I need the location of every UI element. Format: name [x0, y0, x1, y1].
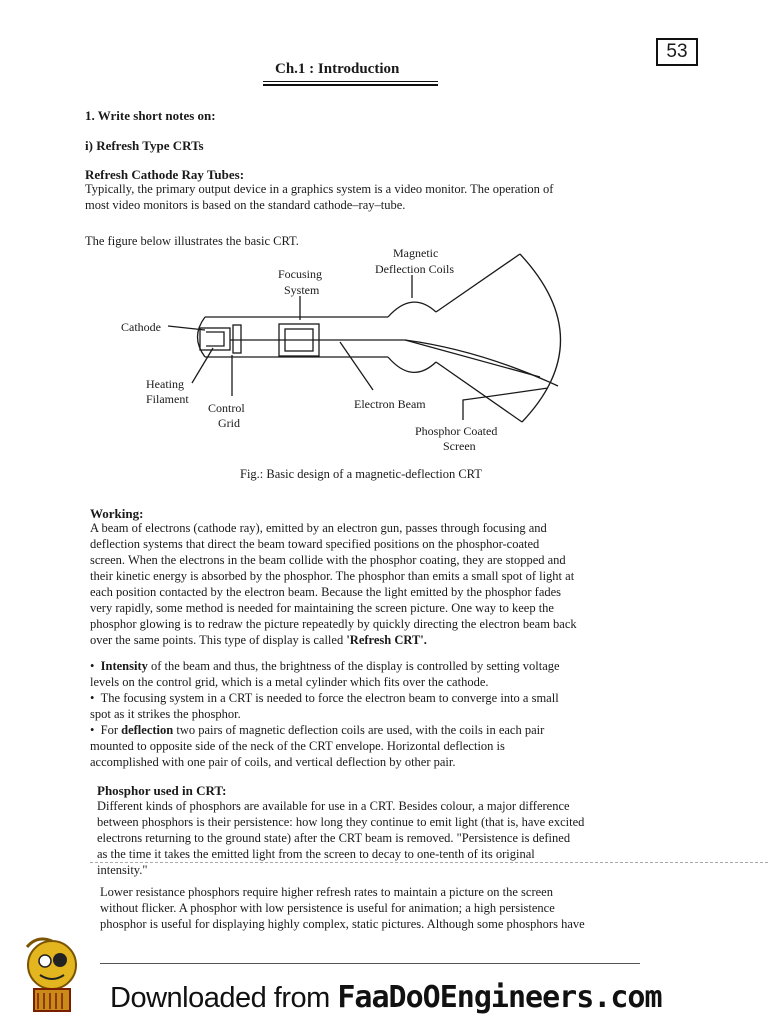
bullet-focusing	[90, 690, 630, 722]
intro-paragraph	[85, 181, 625, 213]
coil-bulge-top	[388, 302, 436, 317]
text-line: • Intensity of the beam and thus, the brightness of the display is controlled by setting voltage	[90, 659, 560, 673]
text-line: their kinetic energy is absorbed by the phosphor. The phosphor than emits a small spot of light at	[90, 569, 575, 583]
screen-arc	[520, 254, 561, 422]
text-line: phosphor is useful for displaying highly complex, static pictures. Although some phosphors have	[100, 917, 585, 931]
text-line	[90, 632, 630, 648]
crt-diagram	[0, 240, 768, 470]
label-grid: Grid	[218, 416, 240, 430]
last-line-text: over the same points. This type of display is called	[90, 633, 347, 647]
label-heating: Heating	[146, 377, 184, 391]
bullet-line: two pairs of magnetic deflection coils are used, with the coils in each pair	[173, 723, 545, 737]
text-line: Different kinds of phosphors are available for use in a CRT. Besides colour, a major difference	[97, 799, 570, 813]
figure-caption: Fig.: Basic design of a magnetic-deflection CRT	[240, 467, 482, 481]
section-heading-refresh-crt: Refresh Cathode Ray Tubes:	[85, 167, 245, 182]
text-line: A beam of electrons (cathode ray), emitted by an electron gun, passes through focusing and	[90, 521, 547, 535]
text-line: without flicker. A phosphor with low persistence is useful for animation; a high persistence	[100, 901, 555, 915]
tube-neck-end	[198, 317, 206, 357]
text-line: • For deflection two pairs of magnetic deflection coils are used, with the coils in each pair	[90, 723, 545, 737]
page-number: 53	[656, 38, 698, 66]
electron-beam-line-2	[405, 340, 540, 377]
phosphor-heading: Phosphor used in CRT:	[97, 783, 227, 798]
coil-bulge-bottom	[388, 357, 436, 372]
leader-beam	[340, 342, 373, 390]
scan-artifact-rule	[90, 862, 768, 863]
cathode-box	[200, 328, 230, 350]
text-line: levels on the control grid, which is a metal cylinder which fits over the cathode.	[90, 675, 489, 689]
text-line: Typically, the primary output device in a graphics system is a video monitor. The operation of	[85, 182, 554, 196]
label-system: System	[284, 283, 320, 297]
text-line: mounted to opposite side of the neck of the CRT envelope. Horizontal deflection is	[90, 739, 505, 753]
bullet-prefix: For	[100, 723, 122, 737]
question-heading: 1. Write short notes on:	[85, 108, 216, 123]
label-screen: Screen	[443, 439, 476, 453]
label-electron-beam: Electron Beam	[354, 397, 426, 411]
persistence-paragraph	[100, 884, 640, 932]
mascot-logo-icon	[12, 933, 88, 1015]
working-heading: Working:	[90, 506, 144, 521]
title-underline	[263, 81, 438, 82]
refresh-crt-term: 'Refresh CRT'.	[346, 633, 427, 647]
control-grid-shape	[233, 325, 241, 353]
phosphor-paragraph	[97, 798, 637, 878]
bullet-line: of the beam and thus, the brightness of the display is controlled by setting voltage	[147, 659, 560, 673]
text-line: very rapidly, some method is needed for maintaining the screen picture. One way to keep the	[90, 601, 554, 615]
text-line: screen. When the electrons in the beam collide with the phosphor coating, they are stopped and	[90, 553, 566, 567]
label-cathode: Cathode	[121, 320, 161, 334]
label-phosphor-coated: Phosphor Coated	[415, 424, 498, 438]
leader-screen	[463, 388, 548, 420]
label-focusing: Focusing	[278, 267, 323, 281]
text-line: intensity."	[97, 863, 148, 877]
bullet-intensity	[90, 658, 630, 690]
text-line: • The focusing system in a CRT is needed to force the electron beam to converge into a small	[90, 691, 559, 705]
cone-bottom	[436, 362, 522, 422]
footer-download-text	[110, 980, 662, 1015]
footer-rule	[100, 963, 640, 964]
subquestion-heading: i) Refresh Type CRTs	[85, 138, 204, 153]
bullet-deflection	[90, 722, 630, 770]
text-line: phosphor glowing is to redraw the picture repeatedly by quickly directing the electron beam back	[90, 617, 577, 631]
text-line: electrons returning to the ground state) after the CRT beam is removed. "Persistence is defined	[97, 831, 571, 845]
text-line: as the time it takes the emitted light from the screen to decay to one-tenth of its original	[97, 847, 535, 861]
label-control: Control	[208, 401, 245, 415]
text-line: each position contacted by the electron beam. Because the light emitted by the phosphor fades	[90, 585, 562, 599]
deflection-term: deflection	[121, 723, 174, 737]
text-line: deflection systems that direct the beam toward specified positions on the phosphor-coated	[90, 537, 540, 551]
intensity-term: Intensity	[100, 659, 148, 673]
text-line: Lower resistance phosphors require higher refresh rates to maintain a picture on the screen	[100, 885, 553, 899]
brand-link[interactable]: FaaDoOEngineers.com	[337, 980, 662, 1015]
text-line: spot as it strikes the phosphor.	[90, 707, 241, 721]
label-magnetic: Magnetic	[393, 246, 439, 260]
label-deflection-coils: Deflection Coils	[375, 262, 454, 276]
chapter-title: Ch.1 : Introduction	[275, 61, 400, 77]
label-filament: Filament	[146, 392, 189, 406]
downloaded-from: Downloaded from	[110, 982, 338, 1014]
title-underline-thick	[263, 84, 438, 86]
bullet-line: The focusing system in a CRT is needed to force the electron beam to converge into a small	[100, 691, 559, 705]
text-line: accomplished with one pair of coils, and vertical deflection by other pair.	[90, 755, 456, 769]
working-paragraph	[90, 520, 630, 648]
text-line: most video monitors is based on the standard cathode–ray–tube.	[85, 198, 406, 212]
cathode-inner	[206, 332, 224, 346]
figure-intro: The figure below illustrates the basic CRT.	[85, 234, 299, 248]
text-line: between phosphors is their persistence: how long they continue to emit light (that is, have excited	[97, 815, 585, 829]
